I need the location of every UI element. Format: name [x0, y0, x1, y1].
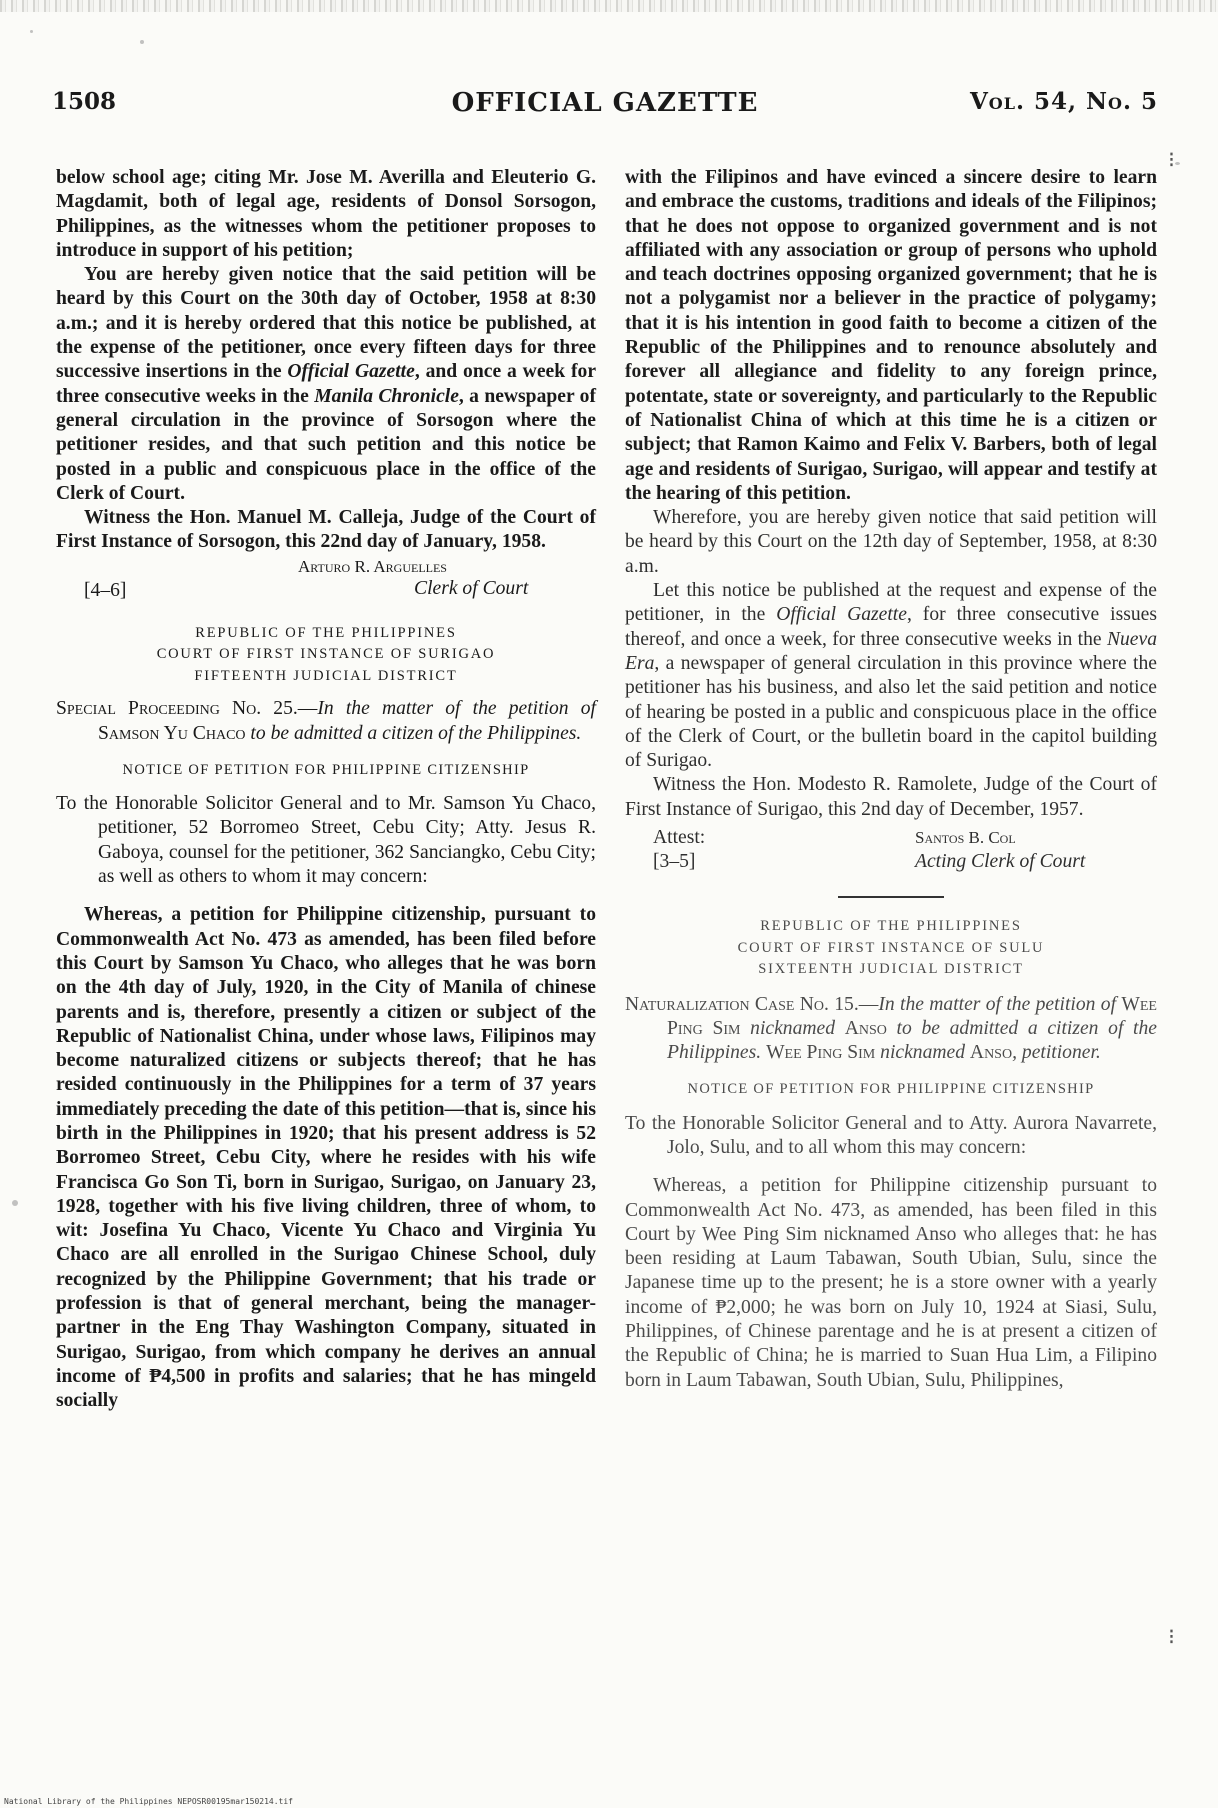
right-faded-block: [625, 506, 1157, 898]
notice-heading: NOTICE OF PETITION FOR PHILIPPINE CITIZENSHIP: [122, 761, 530, 778]
attest-label: Attest:: [653, 827, 706, 849]
issue-bracket: [3–5]: [653, 851, 696, 873]
signature-block: [625, 850, 1157, 876]
volume-number: Vol. 54, No. 5: [969, 88, 1158, 115]
paragraph: Whereas, a petition for Philippine citizenship, pursuant to Commonwealth Act No. 473 as amended, has been filed before this Court by Samson Yu Chaco, who alleges that he was born on the 4th day of July, 1920, in the City of Manila of chinese parents and is, therefore, presently a citizen or subject of the Republic of Nationalist China, under whose laws, Filipinos may become naturalized citizens or subjects thereof; that he has resided continuously in the Philippines for a term of 37 years immediately preceding the date of this petition—that is, since his birth in the Philippines in 1920; that his present address is 52 Borromeo Street, Cebu City, where he resides with his wife Francisca Go Son Ti, born in Surigao, Surigao, on January 23, 1928, together with his five living children, three of whom, to wit: Josefina Yu Chaco, Vicente Yu Chaco and Virginia Yu Chaco are all enrolled in the Surigao Chinese School, duly recognized by the Philippine Government; that his trade or profession is that of general merchant, being the manager-partner in the Eng Thay Washington Company, situated in Surigao, Surigao, from which company he derives an annual income of ₱4,500 in profits and salaries; that he has mingeld socially: [56, 904, 596, 1412]
scan-footer: National Library of the Philippines NEPOSR00195mar150214.tif: [4, 1797, 293, 1806]
issue-bracket: [4–6]: [84, 579, 127, 601]
court-heading: REPUBLIC OF THE PHILIPPINES COURT OF FIRST INSTANCE OF SULU SIXTEENTH JUDICIAL DISTRICT: [737, 918, 1045, 978]
scan-speck: [12, 1200, 18, 1206]
scan-speck: [30, 30, 33, 33]
signatory-name: Arturo R. Arguelles: [298, 556, 447, 576]
case-caption: Special Proceeding No. 25.—In the matter of the petition of Samson Yu Chaco to be admitted a citizen of the Philippines.: [56, 698, 596, 744]
paragraph: with the Filipinos and have evinced a sincere desire to learn and embrace the customs, traditions and ideals of the Filipinos; that he does not oppose to organized government and is not affiliated with any association or group of persons who uphold and teach doctrines opposing organized government; that he is not a polygamist nor a believer in the practice of polygamy; that it is his intention in good faith to become a citizen of the Republic of the Philippines and to renounce absolutely and forever all allegiance and fidelity to any foreign prince, potentate, state or sovereignty, and particularly to the Republic of Nationalist China of which at this time he is a citizen or subject; that Ramon Kaimo and Felix V. Barbers, both of legal age and residents of Surigao, Surigao, will appear and testify at the hearing of this petition.: [625, 167, 1157, 504]
signature-block: [56, 577, 596, 605]
section-divider: [838, 896, 944, 898]
right-faint-block: [625, 916, 1157, 1393]
scan-speck: [1175, 162, 1180, 165]
paragraph: Whereas, a petition for Philippine citizenship pursuant to Commonwealth Act No. 473, as amended, has been filed in this Court by Wee Ping Sim nicknamed Anso who alleges that: he has been residing at Laum Tabawan, South Ubian, Sulu, since the Japanese time up to the present; he is a store owner with a yearly income of ₱2,000; he was born on July 10, 1924 at Siasi, Sulu, Philippines, of Chinese parentage and he is at present a citizen of the Republic of China; he is married to Suan Hua Lim, a Filipino born in Laum Tabawan, South Ubian, Sulu, Philippines,: [625, 1175, 1157, 1391]
page-number: 1508: [52, 88, 117, 115]
left-column: [56, 166, 596, 1414]
margin-mark: ⁝: [1168, 1625, 1175, 1650]
signature-block: [625, 826, 1157, 850]
signatory-name: Santos B. Col: [915, 828, 1016, 848]
right-bold-block: [625, 166, 1157, 506]
signature-block: [56, 555, 596, 577]
paragraph: Witness the Hon. Manuel M. Calleja, Judge of the Court of First Instance of Sorsogon, this 22nd day of January, 1958.: [56, 507, 596, 553]
signatory-title: Acting Clerk of Court: [915, 851, 1086, 873]
page-header: [52, 88, 1158, 128]
address-paragraph: To the Honorable Solicitor General and to Atty. Aurora Navarrete, Jolo, Sulu, and to all whom this may concern:: [625, 1112, 1157, 1158]
court-heading: REPUBLIC OF THE PHILIPPINES COURT OF FIRST INSTANCE OF SURIGAO FIFTEENTH JUDICIAL DISTRICT: [156, 624, 496, 684]
paragraph: Let this notice be published at the request and expense of the petitioner, in the Official Gazette, for three consecutive issues thereof, and once a week, for three consecutive weeks in the Nueva Era, a newspaper of general circulation in this province where the petitioner has his business, and also let the said petition and notice of hearing be posted in a public and conspicuous place in the office of the Clerk of Court, or the bulletin board in the capitol building of Surigao.: [625, 580, 1157, 772]
paragraph: Wherefore, you are hereby given notice that said petition will be heard by this Court on the 12th day of September, 1958, at 8:30 a.m.: [625, 507, 1157, 577]
paragraph: below school age; citing Mr. Jose M. Averilla and Eleuterio G. Magdamit, both of legal age, residents of Donsol Sorsogon, Philippines, as the witnesses whom the petitioner proposes to introduce in support of his petition;: [56, 167, 596, 261]
right-column: [625, 166, 1157, 1393]
address-paragraph: To the Honorable Solicitor General and to Mr. Samson Yu Chaco, petitioner, 52 Borromeo Street, Cebu City; Atty. Jesus R. Gaboya, counsel for the petitioner, 362 Sanciangko, Cebu City; as well as others to whom it may concern:: [56, 793, 596, 888]
scan-artifact: [0, 0, 1218, 12]
notice-heading: NOTICE OF PETITION FOR PHILIPPINE CITIZENSHIP: [687, 1081, 1095, 1098]
case-caption: Naturalization Case No. 15.—In the matter of the petition of Wee Ping Sim nicknamed Anso to be admitted a citizen of the Philippines. Wee Ping Sim nicknamed Anso, petitioner.: [625, 993, 1157, 1064]
signatory-title: Clerk of Court: [414, 577, 529, 599]
paragraph: Witness the Hon. Modesto R. Ramolete, Judge of the Court of First Instance of Surigao, this 2nd day of December, 1957.: [625, 774, 1157, 820]
publication-title: OFFICIAL GAZETTE: [451, 88, 759, 118]
margin-mark: ⁝: [1168, 148, 1175, 173]
paragraph: You are hereby given notice that the said petition will be heard by this Court on the 30th day of October, 1958 at 8:30 a.m.; and it is hereby ordered that this notice be published, at the expense of the petitioner, once every fifteen days for three successive insertions in the Official Gazette, and once a week for three consecutive weeks in the Manila Chronicle, a newspaper of general circulation in the province of Sorsogon where the petitioner resides, and that such petition and this notice be posted in a public and conspicuous place in the office of the Clerk of Court.: [56, 264, 597, 504]
scan-speck: [140, 40, 144, 44]
